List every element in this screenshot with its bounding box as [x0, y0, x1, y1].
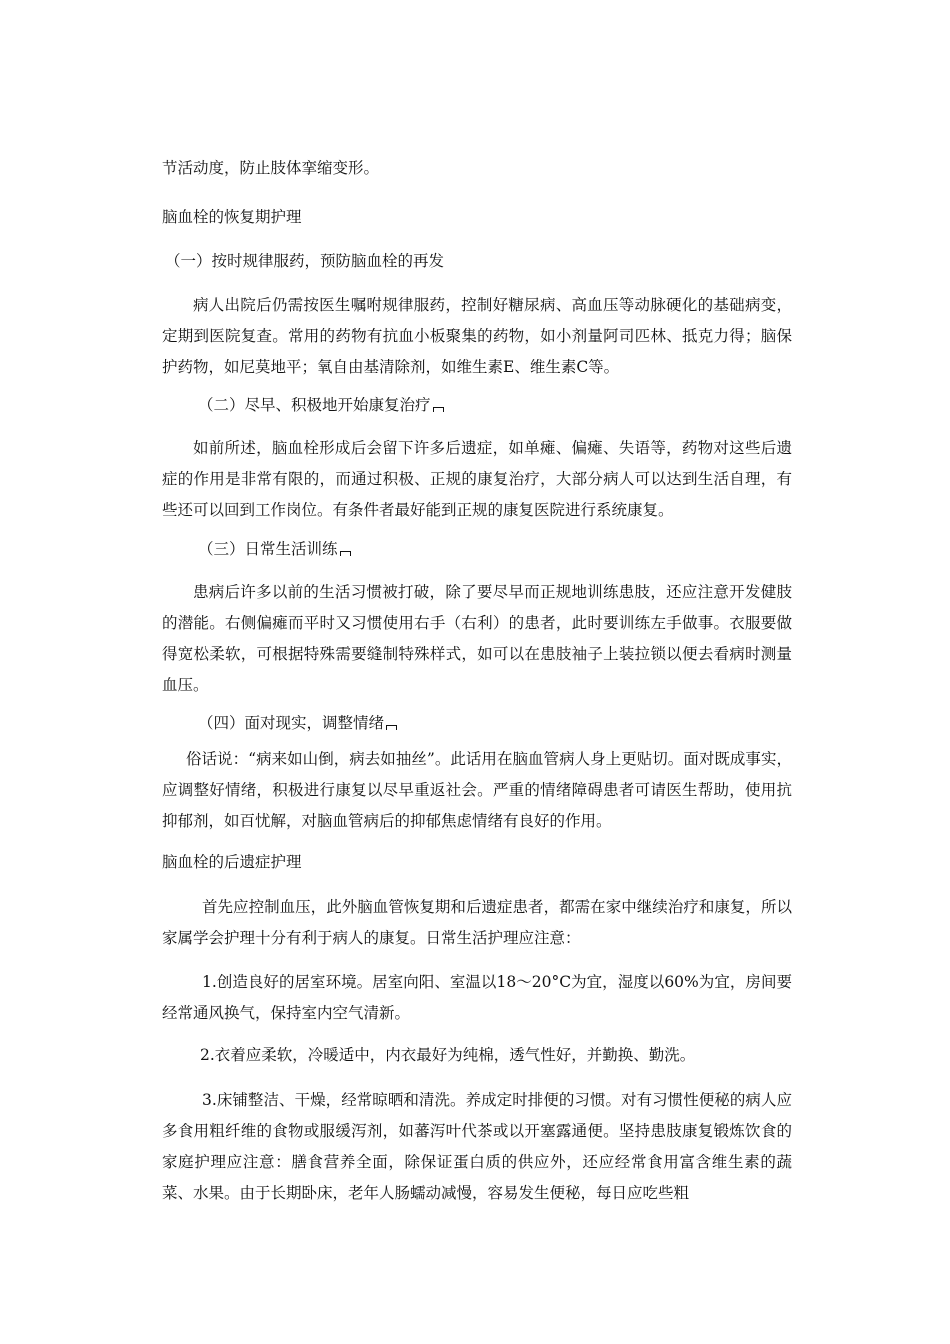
list-item-environment: 1.创造良好的居室环境。居室向阳、室温以18～20°C为宜，湿度以60%为宜，房间要经常通风换气，保持室内空气清新。 [162, 973, 792, 1022]
bracket-mark-icon [340, 551, 351, 556]
subheading-rehab [198, 395, 828, 415]
paragraph-medication: 病人出院后仍需按医生嘱咐规律服药，控制好糖尿病、高血压等动脉硬化的基础病变，定期到医院复查。常用的药物有抗血小板聚集的药物，如小剂量阿司匹林、抵克力得；脑保护药物，如尼莫地平；氧自由基清除剂，如维生素E、维生素C等。 [162, 296, 792, 376]
subheading-medication: （一）按时规律服药，预防脑血栓的再发 [165, 252, 445, 270]
paragraph-continuation: 节活动度，防止肢体挛缩变形。 [162, 159, 380, 177]
paragraph-emotions: 俗话说：“病来如山倒，病去如抽丝”。此话用在脑血管病人身上更贴切。面对既成事实，应调整好情绪，积极进行康复以尽早重返社会。严重的情绪障碍患者可请医生帮助，使用抗抑郁剂，如百忧解，对脑血管病后的抑郁焦虑情绪有良好的作用。 [162, 750, 792, 830]
bracket-mark-icon [433, 407, 444, 412]
paragraph-sequelae-intro: 首先应控制血压，此外脑血管恢复期和后遗症患者，都需在家中继续治疗和康复，所以家属学会护理十分有利于病人的康复。日常生活护理应注意： [162, 898, 792, 947]
paragraph-rehab: 如前所述，脑血栓形成后会留下许多后遗症，如单瘫、偏瘫、失语等，药物对这些后遗症的作用是非常有限的，而通过积极、正规的康复治疗，大部分病人可以达到生活自理，有些还可以回到工作岗位。有条件者最好能到正规的康复医院进行系统康复。 [162, 439, 792, 519]
section-heading-sequelae: 脑血栓的后遗症护理 [162, 853, 302, 871]
list-item-clothing: 2.衣着应柔软，冷暖适中，内衣最好为纯棉，透气性好，并勤换、勤洗。 [200, 1046, 696, 1064]
subheading-emotions [198, 713, 828, 733]
paragraph-daily-training: 患病后许多以前的生活习惯被打破，除了要尽早而正规地训练患肢，还应注意开发健肢的潜能。右侧偏瘫而平时又习惯使用右手（右利）的患者，此时要训练左手做事。衣服要做得宽松柔软，可根据特殊需要缝制特殊样式，如可以在患肢袖子上装拉锁以便去看病时测量血压。 [162, 583, 792, 694]
bracket-mark-icon [386, 725, 397, 730]
subheading-emotions-text: （四）面对现实，调整情绪 [198, 714, 385, 732]
subheading-rehab-text: （二）尽早、积极地开始康复治疗 [198, 396, 431, 414]
subheading-daily-training-text: （三）日常生活训练 [198, 540, 338, 558]
section-heading-recovery: 脑血栓的恢复期护理 [162, 208, 302, 226]
list-item-bedding: 3.床铺整洁、干燥，经常晾晒和清洗。养成定时排便的习惯。对有习惯性便秘的病人应多食用粗纤维的食物或服缓泻剂，如蕃泻叶代茶或以开塞露通便。坚持患肢康复锻炼饮食的家庭护理应注意：膳食营养全面，除保证蛋白质的供应外，还应经常食用富含维生素的蔬菜、水果。由于长期卧床，老年人肠蠕动减慢，容易发生便秘，每日应吃些粗 [162, 1091, 792, 1202]
subheading-daily-training [198, 539, 828, 559]
